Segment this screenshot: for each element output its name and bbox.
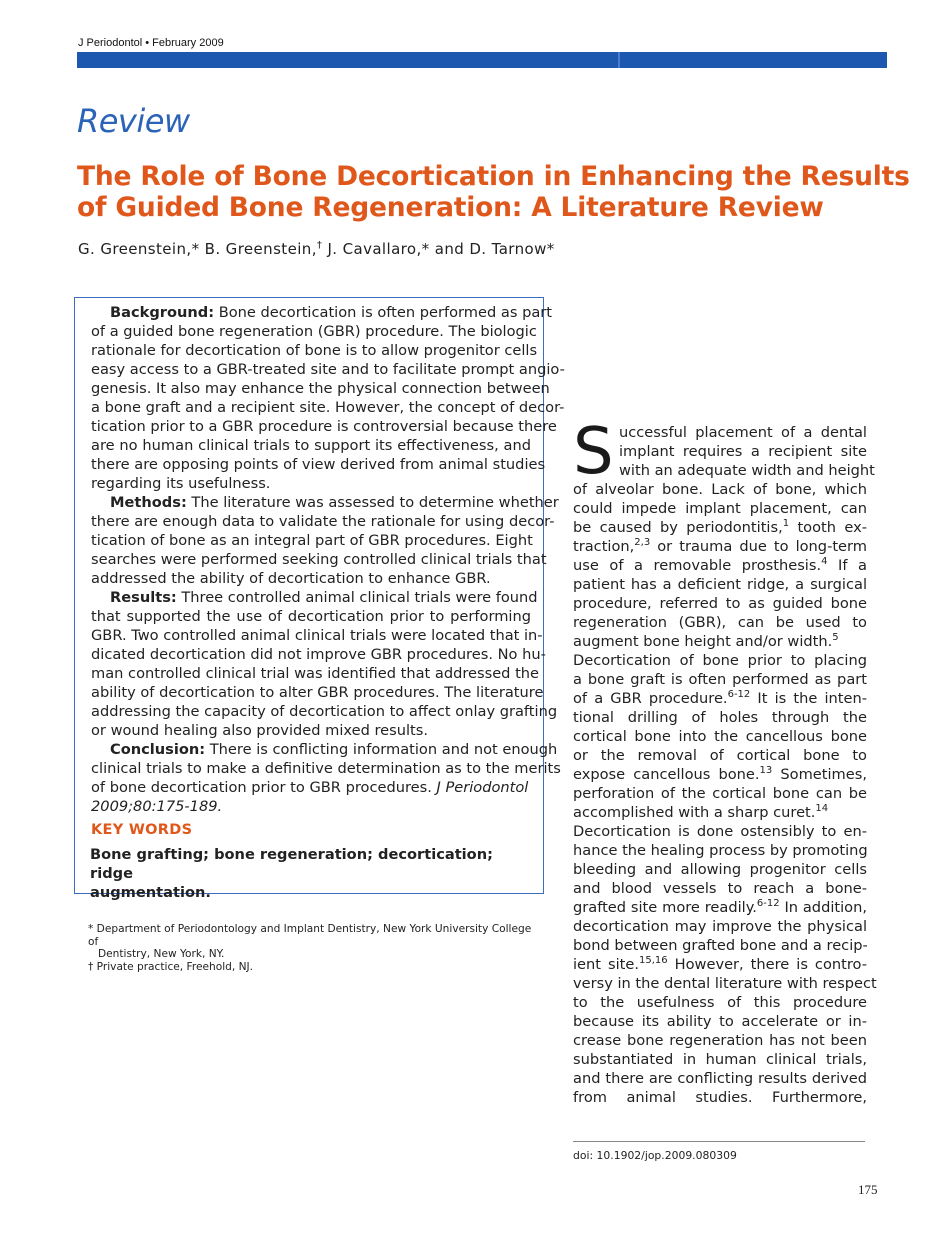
header-bar: [77, 52, 887, 68]
author-3: J. Cavallaro,: [327, 240, 422, 258]
abstract-line: of bone decortication prior to GBR procedures. J Periodontol: [91, 779, 529, 796]
body-line: traction,$^{2,3}$ or trauma due to long-term: [573, 537, 867, 555]
footnotes: [88, 923, 538, 973]
abstract-line: rationale for decortication of bone is to allow progenitor cells: [91, 342, 538, 359]
body-line: ient site.$^{15,16}$ However, there is contro-: [573, 955, 867, 973]
abstract-line: searches were performed seeking controlled clinical trials that: [91, 551, 547, 568]
abstract-line: addressing the capacity of decortication to affect onlay grafting: [91, 703, 558, 720]
body-line: patient has a deficient ridge, a surgical: [573, 576, 867, 593]
results-label: Results:: [110, 589, 177, 606]
abstract-line: of a guided bone regeneration (GBR) procedure. The biologic: [91, 323, 537, 340]
author-2-mark: †: [316, 240, 323, 251]
abstract-line: genesis. It also may enhance the physical connection between: [91, 380, 550, 397]
abstract-line: man controlled clinical trial was identified that addressed the: [91, 665, 540, 682]
footnote-1: * Department of Periodontology and Implant Dentistry, New York University College of: [88, 923, 532, 948]
body-line: crease bone regeneration has not been: [573, 1032, 867, 1049]
abstract-line: easy access to a GBR-treated site and to facilitate prompt angio-: [91, 361, 565, 378]
keywords-heading: KEY WORDS: [91, 822, 193, 838]
body-line: decortication may improve the physical: [573, 918, 867, 935]
body-line: Decortication of bone prior to placing: [573, 652, 867, 669]
body-line: expose cancellous bone.$^{13}$ Sometimes,: [573, 765, 867, 783]
abstract: [91, 303, 565, 816]
body-line: versy in the dental literature with respect: [573, 975, 877, 992]
title-line-1: The Role of Bone Decortication in Enhancing the Results: [77, 161, 910, 192]
footnote-rule: [573, 1141, 865, 1142]
body-line: could impede implant placement, can: [573, 500, 867, 517]
abstract-line: addressed the ability of decortication to enhance GBR.: [91, 570, 491, 587]
abstract-line: regarding its usefulness.: [91, 475, 271, 492]
abstract-line: or wound healing also provided mixed results.: [91, 722, 429, 739]
keywords: [90, 845, 530, 902]
abstract-line: there are enough data to validate the rationale for using decor-: [91, 513, 555, 530]
keywords-line-1: Bone grafting; bone regeneration; decortication; ridge: [90, 846, 493, 882]
body-line: cortical bone into the cancellous bone: [573, 728, 867, 745]
body-line: Decortication is done ostensibly to en-: [573, 823, 867, 840]
abstract-line: are no human clinical trials to support its effectiveness, and: [91, 437, 531, 454]
abstract-line: ability of decortication to alter GBR procedures. The literature: [91, 684, 544, 701]
author-1: G. Greenstein,: [78, 240, 192, 258]
body-line: with an adequate width and height: [619, 462, 875, 479]
author-4: and D. Tarnow: [434, 240, 547, 258]
methods-label: Methods:: [110, 494, 187, 511]
body-line: from animal studies. Furthermore,: [573, 1089, 867, 1106]
abstract-line: tication prior to a GBR procedure is controversial because there: [91, 418, 557, 435]
citation: J Periodontol: [436, 779, 529, 796]
body-line: augment bone height and/or width.$^5$: [573, 632, 839, 650]
body-line: bond between grafted bone and a recip-: [573, 937, 868, 954]
abstract-line: Results: Three controlled animal clinical trials were found: [110, 589, 538, 606]
doi: doi: 10.1902/jop.2009.080309: [573, 1149, 737, 1162]
body-line: perforation of the cortical bone can be: [573, 785, 867, 802]
body-line: a bone graft is often performed as part: [573, 671, 867, 688]
abstract-line: Background: Bone decortication is often performed as part: [110, 304, 553, 321]
author-1-mark: *: [191, 240, 200, 258]
body-line: hance the healing process by promoting: [573, 842, 868, 859]
body-line: or the removal of cortical bone to: [573, 747, 867, 764]
author-3-mark: *: [421, 240, 430, 258]
section-label: Review: [77, 102, 190, 140]
body-line: tional drilling of holes through the: [573, 709, 867, 726]
page-number: 175: [858, 1182, 878, 1197]
body-line: procedure, referred to as guided bone: [573, 595, 867, 612]
abstract-line: there are opposing points of view derived from animal studies: [91, 456, 546, 473]
body-line: uccessful placement of a dental: [619, 424, 867, 441]
keywords-line-2: augmentation.: [90, 884, 211, 901]
drop-cap: S: [573, 415, 614, 489]
body-line: substantiated in human clinical trials,: [573, 1051, 867, 1068]
body-line: of a GBR procedure.$^{6-12}$ It is the inten-: [573, 689, 867, 707]
body-line: because its ability to accelerate or in-: [573, 1013, 867, 1030]
abstract-line: dicated decortication did not improve GBR procedures. No hu-: [91, 646, 546, 663]
body-line: regeneration (GBR), can be used to: [573, 614, 867, 631]
footnote-2: † Private practice, Freehold, NJ.: [88, 960, 254, 973]
journal-header: J Periodontol • February 2009: [78, 37, 224, 49]
abstract-line: tication of bone as an integral part of GBR procedures. Eight: [91, 532, 533, 549]
body-line: bleeding and allowing progenitor cells: [573, 861, 867, 878]
conclusion-label: Conclusion:: [110, 741, 206, 758]
body-line: and there are conflicting results derived: [573, 1070, 867, 1087]
body-line: implant requires a recipient site: [619, 443, 867, 460]
abstract-line: clinical trials to make a definitive determination as to the merits: [91, 760, 561, 777]
body-line: use of a removable prosthesis.$^4$ If a: [573, 556, 867, 574]
author-list: [78, 240, 555, 258]
abstract-line: GBR. Two controlled animal clinical trials were located that in-: [91, 627, 543, 644]
abstract-line: that supported the use of decortication prior to performing: [91, 608, 531, 625]
title-line-2: of Guided Bone Regeneration: A Literature Review: [77, 192, 824, 223]
author-4-mark: *: [546, 240, 555, 258]
abstract-line: Methods: The literature was assessed to determine whether: [110, 494, 559, 511]
background-label: Background:: [110, 304, 215, 321]
abstract-line: Conclusion: There is conflicting information and not enough: [110, 741, 558, 758]
citation-line: 2009;80:175-189.: [91, 798, 223, 815]
header-bar-divider: [618, 52, 620, 68]
body-line: of alveolar bone. Lack of bone, which: [573, 481, 867, 498]
body-line: be caused by periodontitis,$^1$ tooth ex-: [573, 518, 867, 536]
author-2: B. Greenstein,: [204, 240, 317, 258]
body-line: accomplished with a sharp curet.$^{14}$: [573, 803, 829, 821]
abstract-line: a bone graft and a recipient site. However, the concept of decor-: [91, 399, 565, 416]
body-line: to the usefulness of this procedure: [573, 994, 867, 1011]
article-title: [77, 161, 910, 223]
footnote-1-cont: Dentistry, New York, NY.: [98, 948, 225, 960]
body-text: [573, 415, 877, 1107]
body-line: grafted site more readily.$^{6-12}$ In addition,: [573, 898, 867, 916]
body-line: and blood vessels to reach a bone-: [573, 880, 867, 897]
